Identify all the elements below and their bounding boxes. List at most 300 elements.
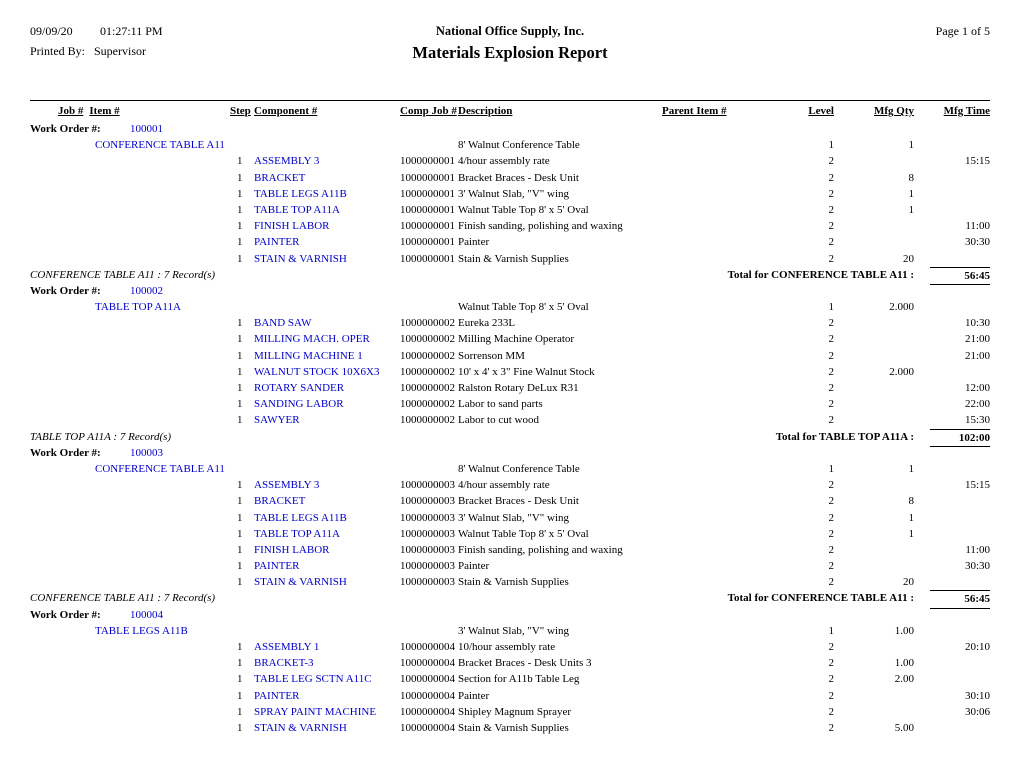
component-detail-row [30, 170, 990, 186]
comp-job-cell: 1000000003 [400, 543, 455, 556]
level-cell: 2 [828, 171, 834, 184]
component-detail-row [30, 315, 990, 331]
component-link[interactable]: FINISH LABOR [254, 543, 330, 556]
mfg-time-cell [914, 493, 990, 509]
component-cell [254, 137, 400, 153]
mfg-time-cell: 11:00 [965, 220, 990, 233]
comp-job-column-header: Comp Job # [400, 105, 457, 117]
level-cell: 1 [828, 624, 834, 637]
description-cell: Bracket Braces - Desk Unit [458, 171, 579, 184]
step-cell: 1 [237, 333, 243, 346]
work-order-label: Work Order #: [30, 446, 101, 459]
mfg-time-column-header: Mfg Time [943, 105, 990, 117]
item-cell [30, 315, 230, 331]
item-cell [30, 671, 230, 687]
mfg-qty-cell [834, 153, 914, 169]
mfg-qty-cell: 8 [908, 171, 914, 184]
comp-job-cell: 1000000002 [400, 365, 455, 378]
parent-item-cell [662, 461, 790, 477]
comp-job-cell: 1000000002 [400, 333, 455, 346]
work-order-number-link[interactable]: 100001 [130, 123, 163, 135]
mfg-time-cell [914, 526, 990, 542]
mfg-time-cell: 22:00 [964, 398, 990, 411]
level-cell: 2 [828, 414, 834, 427]
mfg-qty-cell [834, 639, 914, 655]
mfg-time-cell: 30:30 [964, 560, 990, 573]
description-cell: 3' Walnut Slab, "V" wing [458, 511, 570, 524]
item-number-link[interactable]: TABLE LEGS A11B [95, 624, 188, 637]
item-cell [30, 396, 230, 412]
job-column-header: Job # [58, 105, 84, 117]
component-link[interactable]: ASSEMBLY 3 [254, 155, 320, 168]
description-cell: Painter [458, 236, 490, 249]
mfg-qty-cell [834, 477, 914, 493]
component-detail-row [30, 688, 990, 704]
comp-job-cell: 1000000001 [400, 203, 455, 216]
level-cell: 2 [828, 543, 834, 556]
item-cell [30, 170, 230, 186]
item-cell [30, 186, 230, 202]
report-title-block [30, 24, 990, 63]
mfg-qty-cell: 8 [908, 495, 914, 508]
printed-by-label: Printed By: [30, 44, 86, 58]
component-link[interactable]: ASSEMBLY 1 [254, 641, 320, 653]
item-cell [30, 558, 230, 574]
mfg-time-cell [914, 170, 990, 186]
comp-job-cell: 1000000003 [400, 576, 455, 589]
parent-item-cell [662, 526, 790, 542]
comp-job-cell: 1000000002 [400, 317, 455, 330]
component-link[interactable]: BRACKET [254, 171, 306, 184]
mfg-qty-cell [834, 234, 914, 250]
step-cell: 1 [237, 414, 243, 427]
comp-job-cell [400, 461, 458, 477]
step-cell: 1 [237, 479, 243, 492]
job-item-column-header [30, 104, 230, 119]
company-name: National Office Supply, Inc. [435, 24, 585, 38]
component-cell [254, 623, 400, 639]
print-date: 09/09/20 [30, 24, 73, 38]
comp-job-cell: 1000000003 [400, 527, 455, 540]
step-cell: 1 [237, 689, 243, 702]
parent-item-cell [662, 396, 790, 412]
component-link[interactable]: TABLE TOP A11A [254, 527, 340, 540]
description-cell: 4/hour assembly rate [458, 155, 550, 168]
mfg-qty-cell [834, 396, 914, 412]
description-cell: Milling Machine Operator [458, 333, 575, 346]
level-cell: 2 [828, 576, 834, 589]
parent-item-cell [662, 364, 790, 380]
description-cell: Walnut Table Top 8' x 5' Oval [458, 203, 589, 216]
component-link[interactable]: BAND SAW [254, 317, 312, 330]
level-cell: 2 [828, 479, 834, 492]
comp-job-cell: 1000000003 [400, 495, 455, 508]
mfg-qty-cell: 20 [903, 252, 914, 265]
component-detail-row [30, 477, 990, 493]
comp-job-cell: 1000000001 [400, 252, 455, 265]
mfg-time-cell: 30:10 [964, 689, 990, 702]
description-cell: Painter [458, 689, 490, 702]
item-column-header: Item # [89, 105, 120, 117]
parent-item-cell [662, 623, 790, 639]
parent-item-column-header: Parent Item # [662, 105, 727, 117]
component-link[interactable]: WALNUT STOCK 10X6X3 [254, 365, 380, 378]
description-cell: 4/hour assembly rate [458, 479, 550, 492]
mfg-time-cell: 15:30 [964, 414, 990, 427]
parent-item-cell [662, 234, 790, 250]
mfg-qty-cell [834, 331, 914, 347]
report-title: Materials Explosion Report [412, 43, 608, 62]
step-cell: 1 [237, 721, 243, 734]
description-cell: Stain & Varnish Supplies [458, 721, 569, 734]
level-cell: 2 [828, 560, 834, 573]
level-cell: 2 [828, 721, 834, 734]
description-cell: Shipley Magnum Sprayer [458, 705, 572, 718]
parent-item-cell [662, 218, 790, 234]
item-cell [30, 542, 230, 558]
description-cell: Painter [458, 560, 490, 573]
component-detail-row [30, 153, 990, 169]
comp-job-cell: 1000000002 [400, 414, 455, 427]
print-time: 01:27:11 PM [100, 24, 163, 38]
mfg-time-cell: 15:15 [964, 479, 990, 492]
step-cell [230, 137, 254, 153]
group-summary-row [30, 590, 990, 606]
item-cell [30, 331, 230, 347]
step-cell: 1 [237, 673, 243, 686]
mfg-qty-cell: 1 [908, 139, 914, 152]
mfg-qty-cell: 1 [908, 462, 914, 475]
parent-item-cell [662, 688, 790, 704]
parent-item-cell [662, 510, 790, 526]
comp-job-cell: 1000000004 [400, 705, 455, 718]
component-link[interactable]: STAIN & VARNISH [254, 721, 347, 734]
item-cell [30, 153, 230, 169]
component-link[interactable]: FINISH LABOR [254, 220, 330, 233]
level-cell: 2 [828, 220, 834, 233]
item-cell [30, 493, 230, 509]
mfg-time-cell: 20:10 [964, 641, 990, 653]
component-cell [254, 461, 400, 477]
mfg-time-cell: 30:06 [964, 705, 990, 718]
item-row [30, 299, 990, 315]
component-detail-row [30, 364, 990, 380]
mfg-qty-cell: 5.00 [894, 721, 914, 734]
item-cell [30, 655, 230, 671]
mfg-qty-cell: 1.00 [894, 657, 914, 670]
description-cell: 10/hour assembly rate [458, 641, 556, 653]
component-link[interactable]: PAINTER [254, 236, 300, 249]
item-cell [30, 639, 230, 655]
mfg-qty-cell [834, 542, 914, 558]
parent-item-cell [662, 655, 790, 671]
mfg-time-cell [914, 623, 990, 639]
item-cell [30, 526, 230, 542]
parent-item-cell [662, 558, 790, 574]
item-row [30, 461, 990, 477]
report-header [30, 24, 990, 86]
step-column-header: Step [230, 105, 251, 117]
comp-job-cell: 1000000004 [400, 641, 455, 653]
record-count-text: TABLE TOP A11A : 7 Record(s) [30, 430, 172, 443]
mfg-time-cell [914, 574, 990, 590]
step-cell: 1 [237, 657, 243, 670]
component-link[interactable]: ROTARY SANDER [254, 382, 345, 394]
component-link[interactable]: BRACKET-3 [254, 657, 314, 670]
mfg-time-cell: 12:00 [964, 382, 990, 394]
level-column-header: Level [808, 105, 834, 117]
component-detail-row [30, 234, 990, 250]
description-cell: Bracket Braces - Desk Units 3 [458, 657, 592, 670]
step-cell: 1 [237, 543, 243, 556]
item-cell [30, 380, 230, 396]
level-cell: 2 [828, 382, 834, 394]
step-cell: 1 [237, 349, 243, 362]
description-cell: Sorrenson MM [458, 349, 525, 362]
item-cell [30, 510, 230, 526]
mfg-time-cell [914, 720, 990, 736]
level-cell: 2 [828, 349, 834, 362]
description-cell: Stain & Varnish Supplies [458, 576, 569, 589]
step-cell [230, 623, 254, 639]
component-detail-row [30, 412, 990, 428]
group-summary-row [30, 429, 990, 445]
mfg-qty-cell [834, 558, 914, 574]
level-cell: 2 [828, 495, 834, 508]
level-cell: 1 [828, 462, 834, 475]
description-cell: 3' Walnut Slab, "V" wing [458, 624, 570, 637]
mfg-qty-cell [834, 704, 914, 720]
component-detail-row [30, 251, 990, 267]
comp-job-cell: 1000000004 [400, 657, 455, 670]
mfg-qty-cell: 1 [908, 187, 914, 200]
step-cell: 1 [237, 171, 243, 184]
comp-job-cell: 1000000002 [400, 382, 455, 394]
component-link[interactable]: MILLING MACHINE 1 [254, 349, 363, 362]
component-detail-row [30, 542, 990, 558]
item-cell [30, 574, 230, 590]
level-cell: 2 [828, 252, 834, 265]
component-detail-row [30, 202, 990, 218]
item-cell [30, 218, 230, 234]
work-order-number-link[interactable]: 100004 [130, 608, 163, 621]
item-row [30, 623, 990, 639]
parent-item-cell [662, 202, 790, 218]
step-cell: 1 [237, 252, 243, 265]
mfg-qty-cell [834, 348, 914, 364]
component-link[interactable]: STAIN & VARNISH [254, 252, 347, 265]
record-count-text: CONFERENCE TABLE A11 : 7 Record(s) [30, 268, 216, 281]
description-cell: Labor to sand parts [458, 398, 543, 411]
step-cell: 1 [237, 511, 243, 524]
component-detail-row [30, 493, 990, 509]
component-link[interactable]: ASSEMBLY 3 [254, 479, 320, 492]
printed-by-value: Supervisor [94, 44, 146, 58]
mfg-qty-cell: 1.00 [894, 624, 914, 637]
step-cell: 1 [237, 576, 243, 589]
component-link[interactable]: SAWYER [254, 414, 300, 427]
comp-job-cell: 1000000001 [400, 236, 455, 249]
work-order-number-link[interactable]: 100002 [130, 284, 163, 297]
step-cell: 1 [237, 560, 243, 573]
component-link[interactable]: PAINTER [254, 560, 300, 573]
mfg-time-cell [914, 202, 990, 218]
step-cell: 1 [237, 220, 243, 233]
page-number: Page 1 of 5 [935, 24, 990, 38]
step-cell [230, 299, 254, 315]
parent-item-cell [662, 639, 790, 655]
level-cell: 1 [828, 139, 834, 152]
component-detail-row [30, 218, 990, 234]
parent-item-cell [662, 299, 790, 315]
component-link[interactable]: SANDING LABOR [254, 398, 344, 411]
component-detail-row [30, 655, 990, 671]
step-cell: 1 [237, 187, 243, 200]
description-cell: Finish sanding, polishing and waxing [458, 543, 623, 556]
comp-job-cell: 1000000004 [400, 721, 455, 734]
mfg-time-cell: 10:30 [964, 317, 990, 330]
description-cell: 3' Walnut Slab, "V" wing [458, 187, 570, 200]
step-cell: 1 [237, 203, 243, 216]
parent-item-cell [662, 153, 790, 169]
description-cell: Bracket Braces - Desk Unit [458, 495, 579, 508]
work-order-label: Work Order #: [30, 284, 101, 297]
step-cell: 1 [237, 398, 243, 411]
description-cell: 8' Walnut Conference Table [458, 139, 580, 152]
description-cell: Ralston Rotary DeLux R31 [458, 382, 579, 394]
comp-job-cell: 1000000004 [400, 673, 455, 686]
parent-item-cell [662, 251, 790, 267]
item-number-link[interactable]: TABLE TOP A11A [95, 301, 181, 314]
component-column-header: Component # [254, 105, 318, 117]
comp-job-cell: 1000000003 [400, 511, 455, 524]
level-cell: 2 [828, 155, 834, 168]
work-order-row [30, 445, 990, 461]
work-order-row [30, 283, 990, 299]
item-number-link[interactable]: CONFERENCE TABLE A11 [95, 139, 225, 152]
comp-job-cell: 1000000002 [400, 398, 455, 411]
component-link[interactable]: BRACKET [254, 495, 306, 508]
description-cell: Labor to cut wood [458, 414, 539, 427]
level-cell: 2 [828, 203, 834, 216]
mfg-qty-cell: 20 [903, 576, 914, 589]
level-cell: 2 [828, 673, 834, 686]
component-detail-row [30, 396, 990, 412]
component-link[interactable]: TABLE LEGS A11B [254, 511, 347, 524]
description-cell: Walnut Table Top 8' x 5' Oval [458, 527, 589, 540]
step-cell: 1 [237, 641, 243, 653]
mfg-time-cell: 15:15 [964, 155, 990, 168]
group-total-label: Total for CONFERENCE TABLE A11 : [727, 268, 914, 281]
component-link[interactable]: STAIN & VARNISH [254, 576, 347, 589]
comp-job-cell: 1000000003 [400, 560, 455, 573]
step-cell: 1 [237, 705, 243, 718]
comp-job-cell [400, 137, 458, 153]
record-count-text: CONFERENCE TABLE A11 : 7 Record(s) [30, 592, 216, 605]
level-cell: 1 [828, 301, 834, 314]
level-cell: 2 [828, 641, 834, 653]
mfg-time-cell [914, 251, 990, 267]
item-cell [30, 477, 230, 493]
level-cell: 2 [828, 527, 834, 540]
description-column-header: Description [458, 105, 513, 117]
item-cell [30, 202, 230, 218]
step-cell: 1 [237, 365, 243, 378]
mfg-qty-cell: 1 [908, 203, 914, 216]
component-link[interactable]: PAINTER [254, 689, 300, 702]
mfg-time-cell [914, 364, 990, 380]
comp-job-cell: 1000000001 [400, 187, 455, 200]
mfg-qty-cell [834, 218, 914, 234]
mfg-time-cell [914, 655, 990, 671]
parent-item-cell [662, 542, 790, 558]
description-cell: Finish sanding, polishing and waxing [458, 220, 623, 233]
group-total-label: Total for TABLE TOP A11A : [775, 430, 914, 443]
work-order-label: Work Order #: [30, 608, 101, 621]
mfg-qty-cell: 2.000 [889, 365, 914, 378]
step-cell: 1 [237, 495, 243, 508]
group-total-mfg-time: 102:00 [930, 429, 990, 447]
work-order-number-link[interactable]: 100003 [130, 446, 163, 459]
level-cell: 2 [828, 657, 834, 670]
comp-job-cell: 1000000001 [400, 220, 455, 233]
item-number-link[interactable]: CONFERENCE TABLE A11 [95, 462, 225, 475]
mfg-time-cell [914, 299, 990, 315]
component-detail-row [30, 526, 990, 542]
mfg-qty-cell: 2.000 [889, 301, 914, 314]
component-detail-row [30, 720, 990, 736]
component-link[interactable]: SPRAY PAINT MACHINE [254, 705, 377, 718]
component-detail-row [30, 704, 990, 720]
description-cell: Stain & Varnish Supplies [458, 252, 569, 265]
parent-item-cell [662, 315, 790, 331]
level-cell: 2 [828, 333, 834, 346]
group-total-mfg-time: 56:45 [930, 267, 990, 285]
item-cell [30, 348, 230, 364]
description-cell: Eureka 233L [458, 317, 516, 330]
parent-item-cell [662, 170, 790, 186]
component-link[interactable]: TABLE TOP A11A [254, 203, 340, 216]
comp-job-cell: 1000000004 [400, 689, 455, 702]
level-cell: 2 [828, 705, 834, 718]
parent-item-cell [662, 671, 790, 687]
component-detail-row [30, 380, 990, 396]
mfg-time-cell: 21:00 [964, 333, 990, 346]
report-body [30, 121, 990, 736]
component-link[interactable]: TABLE LEGS A11B [254, 187, 347, 200]
mfg-time-cell: 21:00 [964, 349, 990, 362]
component-detail-row [30, 574, 990, 590]
parent-item-cell [662, 380, 790, 396]
parent-item-cell [662, 720, 790, 736]
step-cell [230, 461, 254, 477]
mfg-time-cell [914, 186, 990, 202]
item-cell [30, 412, 230, 428]
mfg-qty-cell: 2.00 [894, 673, 914, 686]
mfg-time-cell: 30:30 [964, 236, 990, 249]
comp-job-cell: 1000000002 [400, 349, 455, 362]
mfg-qty-cell: 1 [908, 527, 914, 540]
group-total-label: Total for CONFERENCE TABLE A11 : [727, 592, 914, 605]
component-cell [254, 299, 400, 315]
component-detail-row [30, 558, 990, 574]
level-cell: 2 [828, 511, 834, 524]
level-cell: 2 [828, 187, 834, 200]
step-cell: 1 [237, 236, 243, 249]
component-link[interactable]: TABLE LEG SCTN A11C [254, 673, 372, 686]
component-detail-row [30, 671, 990, 687]
component-link[interactable]: MILLING MACH. OPER [254, 333, 370, 346]
